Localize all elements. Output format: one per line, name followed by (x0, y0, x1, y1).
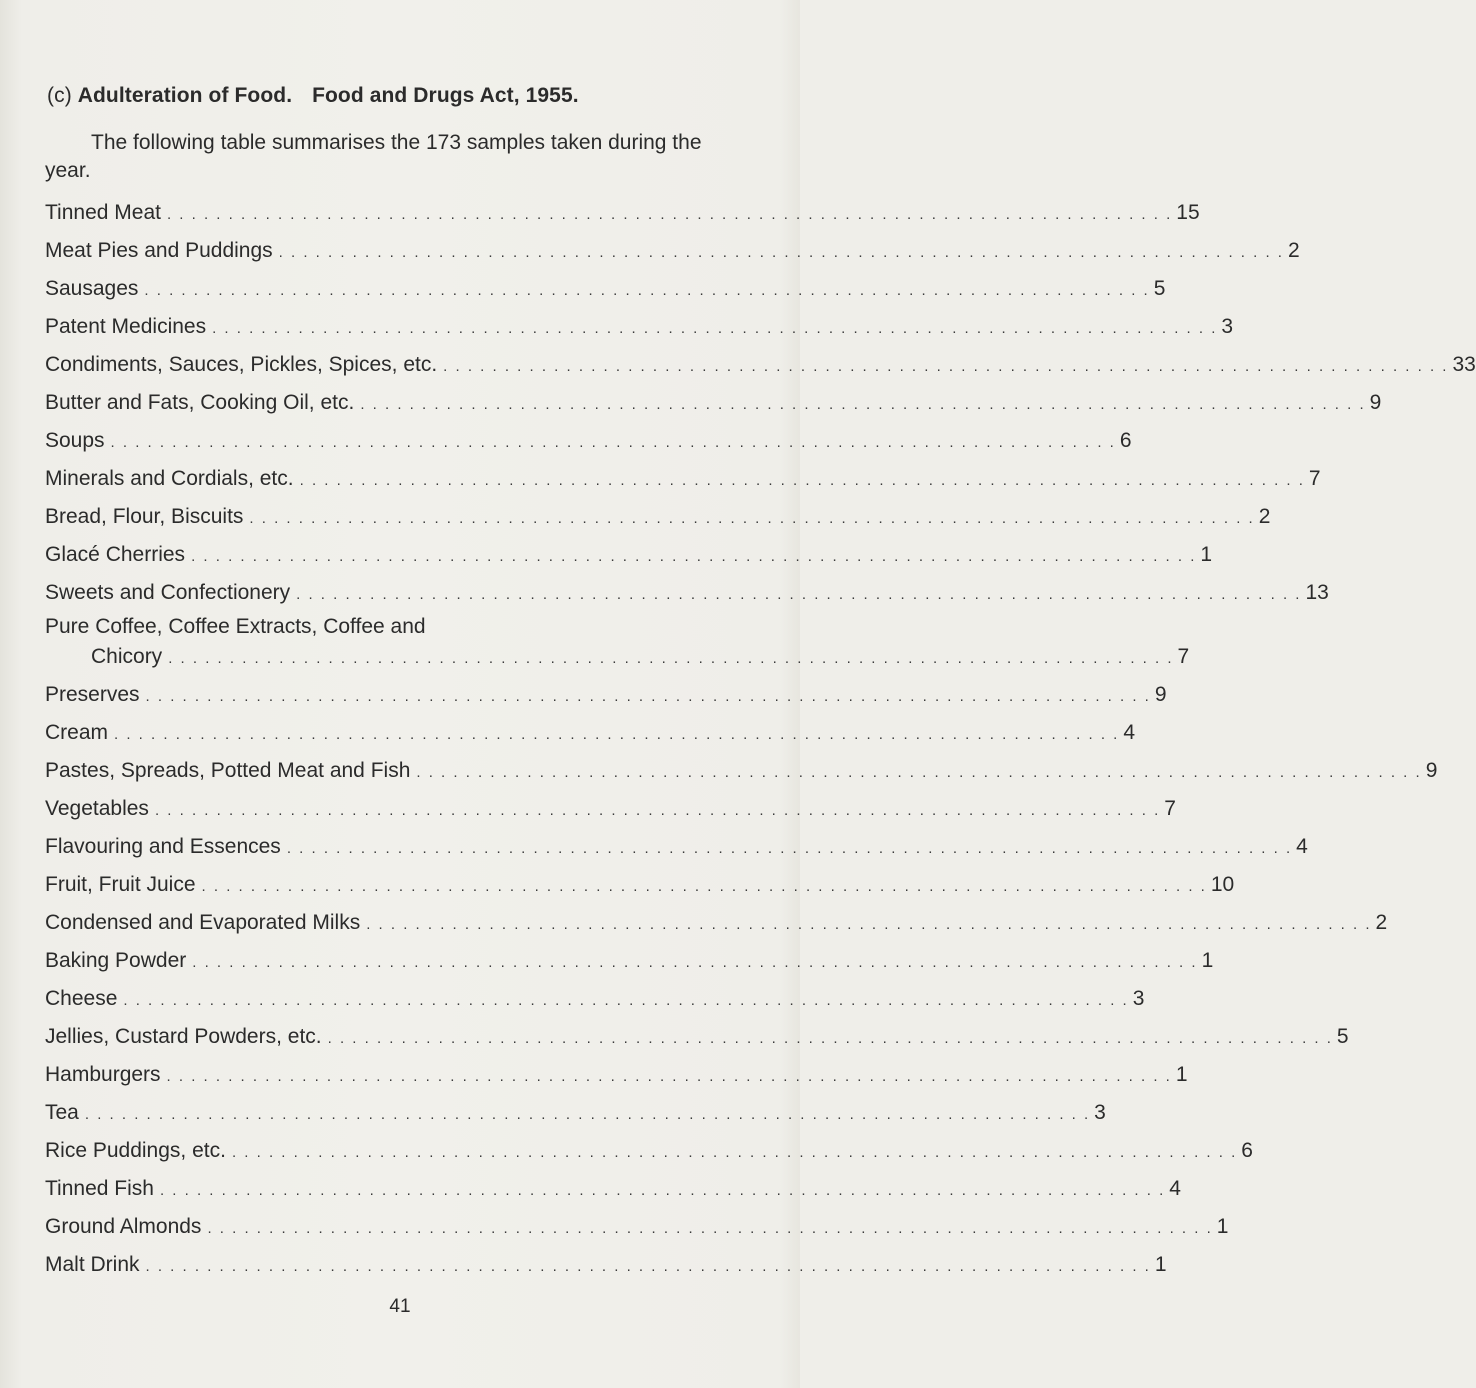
table-row (45, 866, 1235, 904)
row-label-line-1: Pure Coffee, Coffee Extracts, Coffee and (45, 615, 426, 638)
row-value: 7 (1177, 645, 1190, 668)
row-label: Cream (45, 721, 109, 744)
row-label: Butter and Fats, Cooking Oil, etc. (45, 391, 355, 414)
dot-leader: . . . . . . . . . . . . . . . . . . . . . . . . . . . . . . . . . . . . . . . . . . . . . . . . . . . . . . . . . . . . . . . . . . . . . . . . . . . . . . . . . . (154, 802, 1161, 819)
row-value: 5 (1336, 1025, 1349, 1048)
row-value: 3 (1094, 1101, 1106, 1124)
table-row (45, 460, 1321, 498)
table-row (45, 270, 1166, 308)
dot-leader: . . . . . . . . . . . . . . . . . . . . . . . . . . . . . . . . . . . . . . . . . . . . . . . . . . . . . . . . . . . . . . . . . . . . . . . . . . . . . . . . . . (360, 396, 1366, 413)
table-row (45, 980, 1145, 1018)
row-value: 1 (1201, 949, 1214, 972)
table-row (45, 904, 1388, 942)
row-label: Tinned Fish (45, 1177, 154, 1200)
row-label: Bread, Flour, Biscuits (45, 505, 244, 528)
dot-leader: . . . . . . . . . . . . . . . . . . . . . . . . . . . . . . . . . . . . . . . . . . . . . . . . . . . . . . . . . . . . . . . . . . . . . . . . . . . . . . . . . . (207, 1220, 1213, 1237)
table-row (45, 714, 1136, 752)
row-value: 1 (1175, 1063, 1188, 1086)
row-label: Malt Drink (45, 1253, 140, 1276)
row-label: Fruit, Fruit Juice (45, 873, 196, 896)
table-row (45, 1018, 1349, 1056)
dot-leader: . . . . . . . . . . . . . . . . . . . . . . . . . . . . . . . . . . . . . . . . . . . . . . . . . . . . . . . . . . . . . . . . . . . . . . . . . . . . . . . . . . (159, 1182, 1166, 1199)
row-label: Soups (45, 429, 105, 452)
table-row (45, 498, 1271, 536)
table-row (45, 1246, 1167, 1284)
row-value: 3 (1132, 987, 1145, 1010)
dot-leader: . . . . . . . . . . . . . . . . . . . . . . . . . . . . . . . . . . . . . . . . . . . . . . . . . . . . . . . . . . . . . . . . . . . . . . . . . . . . . . . . . . (168, 650, 1174, 667)
row-value: 1 (1216, 1215, 1229, 1238)
dot-leader: . . . . . . . . . . . . . . . . . . . . . . . . . . . . . . . . . . . . . . . . . . . . . . . . . . . . . . . . . . . . . . . . . . . . . . . . . . . . . . . . . . (286, 840, 1293, 857)
row-label: Pastes, Spreads, Potted Meat and Fish (45, 759, 411, 782)
row-label: Condensed and Evaporated Milks (45, 911, 361, 934)
row-value: 9 (1154, 683, 1167, 706)
table-row (45, 828, 1308, 866)
table-row (45, 676, 1167, 714)
dot-leader: . . . . . . . . . . . . . . . . . . . . . . . . . . . . . . . . . . . . . . . . . . . . . . . . . . . . . . . . . . . . . . . . . . . . . . . . . . . . . . . . . . (327, 1030, 1333, 1047)
table-row (45, 194, 1200, 232)
dot-leader: . . . . . . . . . . . . . . . . . . . . . . . . . . . . . . . . . . . . . . . . . . . . . . . . . . . . . . . . . . . . . . . . . . . . . . . . . . . . . . . . . . (110, 434, 1116, 451)
row-label: Vegetables (45, 797, 149, 820)
table-row (45, 752, 1438, 790)
dot-leader: . . . . . . . . . . . . . . . . . . . . . . . . . . . . . . . . . . . . . . . . . . . . . . . . . . . . . . . . . . . . . . . . . . . . . . . . . . . . . . . . . . (144, 282, 1150, 299)
dot-leader: . . . . . . . . . . . . . . . . . . . . . . . . . . . . . . . . . . . . . . . . . . . . . . . . . . . . . . . . . . . . . . . . . . . . . . . . . . . . . . . . . . (296, 586, 1302, 603)
dot-leader: . . . . . . . . . . . . . . . . . . . . . . . . . . . . . . . . . . . . . . . . . . . . . . . . . . . . . . . . . . . . . . . . . . . . . . . . . . . . . . . . . . (231, 1144, 1238, 1161)
row-label: Rice Puddings, etc. (45, 1139, 226, 1162)
dot-leader: . . . . . . . . . . . . . . . . . . . . . . . . . . . . . . . . . . . . . . . . . . . . . . . . . . . . . . . . . . . . . . . . . . . . . . . . . . . . . . . . . . (201, 878, 1207, 895)
dot-leader: . . . . . . . . . . . . . . . . . . . . . . . . . . . . . . . . . . . . . . . . . . . . . . . . . . . . . . . . . . . . . . . . . . . . . . . . . . . . . . . . . . (366, 916, 1372, 933)
row-value: 1 (1200, 543, 1213, 566)
table-row (45, 384, 1382, 422)
dot-leader: . . . . . . . . . . . . . . . . . . . . . . . . . . . . . . . . . . . . . . . . . . . . . . . . . . . . . . . . . . . . . . . . . . . . . . . . . . . . . . . . . . (166, 206, 1173, 223)
table-row (45, 536, 1213, 574)
dot-leader: . . . . . . . . . . . . . . . . . . . . . . . . . . . . . . . . . . . . . . . . . . . . . . . . . . . . . . . . . . . . . . . . . . . . . . . . . . . . . . . . . . (123, 992, 1129, 1009)
row-label: Flavouring and Essences (45, 835, 281, 858)
dot-leader: . . . . . . . . . . . . . . . . . . . . . . . . . . . . . . . . . . . . . . . . . . . . . . . . . . . . . . . . . . . . . . . . . . . . . . . . . . . . . . . . . . (145, 688, 1151, 705)
dot-leader: . . . . . . . . . . . . . . . . . . . . . . . . . . . . . . . . . . . . . . . . . . . . . . . . . . . . . . . . . . . . . . . . . . . . . . . . . . . . . . . . . . (192, 954, 1198, 971)
samples-table (45, 194, 1476, 1284)
row-value: 9 (1425, 759, 1438, 782)
row-label: Cheese (45, 987, 118, 1010)
row-value: 2 (1287, 239, 1300, 262)
row-value: 6 (1119, 429, 1132, 452)
row-value: 4 (1169, 1177, 1181, 1200)
table-row (45, 308, 1234, 346)
row-label: Tinned Meat (45, 201, 161, 224)
dot-leader: . . . . . . . . . . . . . . . . . . . . . . . . . . . . . . . . . . . . . . . . . . . . . . . . . . . . . . . . . . . . . . . . . . . . . . . . . . . . . . . . . . (145, 1258, 1151, 1275)
row-value: 10 (1210, 873, 1235, 896)
table-row (45, 612, 1190, 676)
section-number: (c) (47, 84, 72, 107)
table-row (45, 942, 1214, 980)
row-label: Minerals and Cordials, etc. (45, 467, 294, 490)
dot-leader: . . . . . . . . . . . . . . . . . . . . . . . . . . . . . . . . . . . . . . . . . . . . . . . . . . . . . . . . . . . . . . . . . . . . . . . . . . . . . . . . . . (416, 764, 1422, 781)
row-value: 15 (1176, 201, 1200, 224)
row-label: Preserves (45, 683, 140, 706)
section-heading (47, 84, 579, 108)
row-label: Jellies, Custard Powders, etc. (45, 1025, 322, 1048)
intro-paragraph: The following table summarises the 173 samples taken during the year. (45, 131, 702, 182)
row-label: Meat Pies and Puddings (45, 239, 273, 262)
table-row (45, 346, 1476, 384)
table-row (45, 1170, 1181, 1208)
row-value: 33 (1452, 353, 1476, 376)
row-label: Glacé Cherries (45, 543, 186, 566)
table-row (45, 422, 1132, 460)
row-value: 7 (1308, 467, 1321, 490)
row-label: Ground Almonds (45, 1215, 202, 1238)
row-label: Condiments, Sauces, Pickles, Spices, etc. (45, 353, 438, 376)
row-value: 1 (1154, 1253, 1167, 1276)
dot-leader: . . . . . . . . . . . . . . . . . . . . . . . . . . . . . . . . . . . . . . . . . . . . . . . . . . . . . . . . . . . . . . . . . . . . . . . . . . . . . . . . . . (84, 1106, 1091, 1123)
row-value: 7 (1164, 797, 1176, 820)
row-value: 2 (1375, 911, 1388, 934)
row-value: 2 (1258, 505, 1271, 528)
table-row (45, 232, 1300, 270)
row-label: Hamburgers (45, 1063, 161, 1086)
row-value: 5 (1153, 277, 1166, 300)
row-label: Tea (45, 1101, 79, 1124)
dot-leader: . . . . . . . . . . . . . . . . . . . . . . . . . . . . . . . . . . . . . . . . . . . . . . . . . . . . . . . . . . . . . . . . . . . . . . . . . . . . . . . . . . (114, 726, 1120, 743)
section-title: Adulteration of Food. (77, 84, 293, 107)
row-label: Baking Powder (45, 949, 187, 972)
dot-leader: . . . . . . . . . . . . . . . . . . . . . . . . . . . . . . . . . . . . . . . . . . . . . . . . . . . . . . . . . . . . . . . . . . . . . . . . . . . . . . . . . . (443, 358, 1449, 375)
row-value: 9 (1369, 391, 1382, 414)
row-value: 3 (1221, 315, 1234, 338)
row-label-line-2: Chicory (91, 645, 163, 668)
dot-leader: . . . . . . . . . . . . . . . . . . . . . . . . . . . . . . . . . . . . . . . . . . . . . . . . . . . . . . . . . . . . . . . . . . . . . . . . . . . . . . . . . . (166, 1068, 1172, 1085)
dot-leader: . . . . . . . . . . . . . . . . . . . . . . . . . . . . . . . . . . . . . . . . . . . . . . . . . . . . . . . . . . . . . . . . . . . . . . . . . . . . . . . . . . (212, 320, 1218, 337)
table-row (45, 574, 1329, 612)
table-row (45, 1132, 1253, 1170)
dot-leader: . . . . . . . . . . . . . . . . . . . . . . . . . . . . . . . . . . . . . . . . . . . . . . . . . . . . . . . . . . . . . . . . . . . . . . . . . . . . . . . . . . (278, 244, 1284, 261)
dot-leader: . . . . . . . . . . . . . . . . . . . . . . . . . . . . . . . . . . . . . . . . . . . . . . . . . . . . . . . . . . . . . . . . . . . . . . . . . . . . . . . . . . (249, 510, 1255, 527)
act-reference: Food and Drugs Act, 1955. (312, 84, 579, 107)
table-row (45, 1056, 1188, 1094)
page-number: 41 (389, 1296, 411, 1317)
dot-leader: . . . . . . . . . . . . . . . . . . . . . . . . . . . . . . . . . . . . . . . . . . . . . . . . . . . . . . . . . . . . . . . . . . . . . . . . . . . . . . . . . . (191, 548, 1197, 565)
row-value: 13 (1305, 581, 1329, 604)
row-value: 4 (1123, 721, 1136, 744)
dot-leader: . . . . . . . . . . . . . . . . . . . . . . . . . . . . . . . . . . . . . . . . . . . . . . . . . . . . . . . . . . . . . . . . . . . . . . . . . . . . . . . . . . (299, 472, 1305, 489)
table-row (45, 1094, 1106, 1132)
row-label: Sausages (45, 277, 139, 300)
table-row (45, 790, 1176, 828)
row-value: 4 (1296, 835, 1308, 858)
row-label: Sweets and Confectionery (45, 581, 291, 604)
row-label: Patent Medicines (45, 315, 207, 338)
row-value: 6 (1241, 1139, 1253, 1162)
table-row (45, 1208, 1229, 1246)
